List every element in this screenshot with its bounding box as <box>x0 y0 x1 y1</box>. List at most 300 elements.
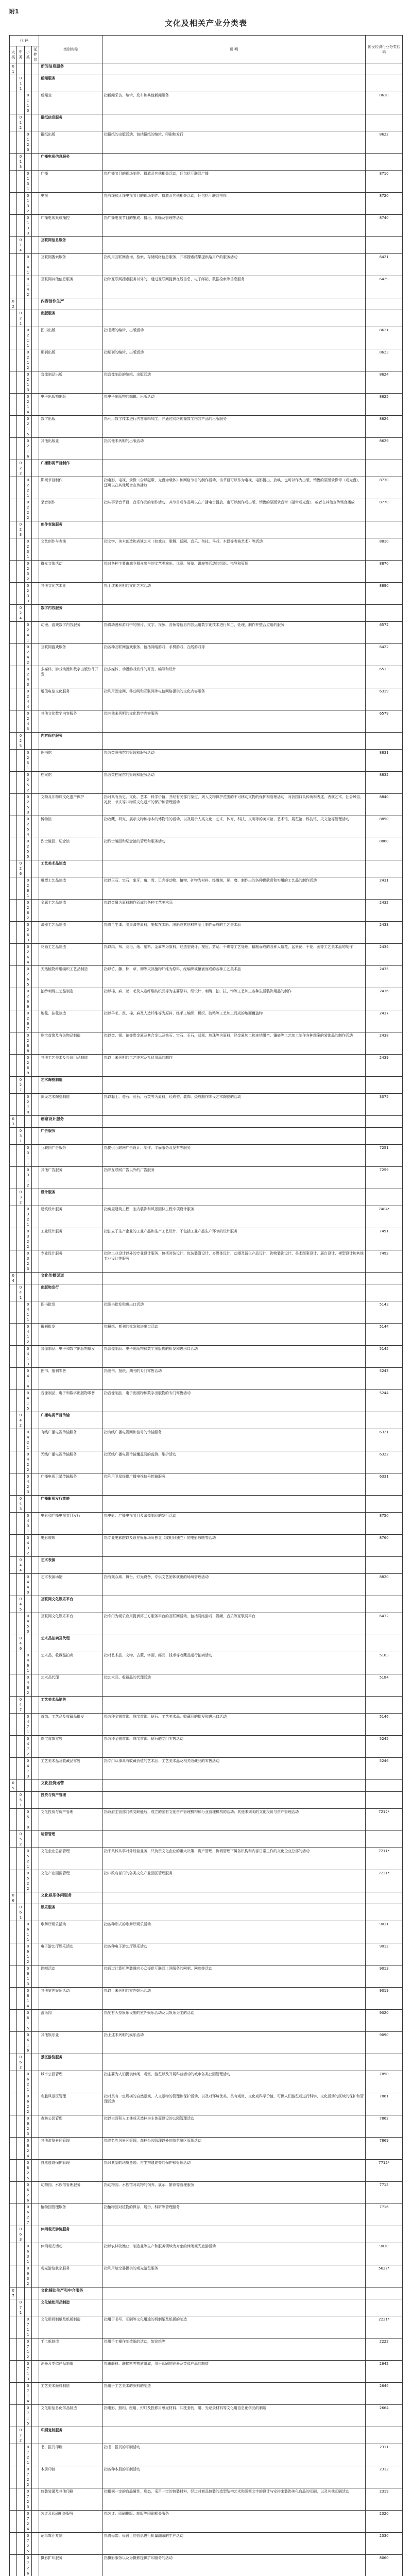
table-row <box>10 2511 403 2533</box>
minor-code-cell: 0214 <box>24 394 31 416</box>
table-row <box>10 733 403 750</box>
medium-code-cell <box>17 622 24 644</box>
industry-code-cell <box>366 1077 403 1094</box>
major-code-cell: 07 <box>10 2287 17 2299</box>
category-name-cell: 有线广播电视传输服务 <box>39 1429 102 1451</box>
category-name-cell: 出版服务 <box>39 310 102 327</box>
industry-code-cell <box>366 521 403 538</box>
minor-code-cell <box>24 1780 31 1792</box>
category-name-cell: 休闲观光游览服务 <box>39 2226 102 2243</box>
sub-code-cell <box>31 114 39 131</box>
medium-code-cell <box>17 2383 24 2405</box>
sub-code-cell <box>31 1892 39 1904</box>
description-cell: 指图书、报纸、期刊的专门零售活动 <box>102 1368 366 1390</box>
table-row <box>10 75 403 92</box>
medium-code-cell <box>17 1780 24 1792</box>
description-cell: 指广播节目的现场制作、播放及其他相关活动，还包括互联网广播 <box>102 171 366 193</box>
sub-code-cell <box>31 1613 39 1635</box>
industry-code-cell: 7211* <box>366 1848 403 1870</box>
category-name-cell: 首饰、工艺品及收藏品批发 <box>39 1714 102 1736</box>
description-cell: 指专门为娱乐应用提供第三方服务平台的互联网活动，包括网络游戏、视频、音乐等互联网平台 <box>102 1613 366 1635</box>
industry-code-cell: 8740 <box>366 215 403 237</box>
table-row <box>10 1473 403 1496</box>
sub-code-cell <box>31 521 39 538</box>
industry-code-cell <box>366 1892 403 1904</box>
major-code-cell <box>10 1324 17 1346</box>
industry-code-cell <box>366 310 403 327</box>
industry-code-cell: 5145 <box>366 1346 403 1368</box>
category-name-cell: 互联网文化娱乐平台 <box>39 1613 102 1635</box>
sub-code-cell <box>31 1943 39 1965</box>
category-name-cell: 金属工艺品制造 <box>39 900 102 922</box>
category-name-cell: 出版物发行 <box>39 1284 102 1301</box>
medium-code-cell: 063 <box>17 2226 24 2243</box>
major-code-cell <box>10 154 17 171</box>
minor-code-cell <box>24 1892 31 1904</box>
industry-code-cell: 9019 <box>366 1988 403 2010</box>
minor-code-cell: 0616 <box>24 2032 31 2054</box>
industry-code-cell <box>366 1904 403 1921</box>
table-row <box>10 1635 403 1652</box>
category-name-cell: 期刊出版 <box>39 349 102 371</box>
table-row <box>10 1792 403 1809</box>
medium-code-cell <box>17 1652 24 1674</box>
table-row <box>10 1284 403 1301</box>
minor-code-cell: 0726 <box>24 2555 31 2576</box>
description-cell <box>102 1116 366 1128</box>
major-code-cell <box>10 1429 17 1451</box>
major-code-cell <box>10 1094 17 1116</box>
major-code-cell <box>10 816 17 838</box>
medium-code-cell: 062 <box>17 2054 24 2071</box>
category-name-cell: 图书批发 <box>39 1301 102 1324</box>
category-name-cell: 创作表演服务 <box>39 521 102 538</box>
medium-code-cell <box>17 838 24 860</box>
sub-code-cell <box>31 1496 39 1513</box>
minor-code-cell: 0411 <box>24 1301 31 1324</box>
major-code-cell <box>10 733 17 750</box>
major-code-cell <box>10 900 17 922</box>
description-cell <box>102 2427 366 2444</box>
table-row <box>10 1535 403 1557</box>
sub-code-cell <box>31 75 39 92</box>
sub-code-cell <box>31 1145 39 1167</box>
industry-code-cell: 5246 <box>366 1758 403 1780</box>
sub-code-cell <box>31 860 39 877</box>
table-row <box>10 1496 403 1513</box>
description-cell: 指文学、美术创造和表演艺术（如戏曲、歌舞、话剧、音乐、杂技、马戏、木偶等表演艺术）等活动 <box>102 538 366 561</box>
sub-code-cell <box>31 1390 39 1412</box>
major-code-cell: 04 <box>10 1273 17 1284</box>
table-row <box>10 1368 403 1390</box>
minor-code-cell: 0142 <box>24 276 31 298</box>
major-code-cell <box>10 1206 17 1228</box>
category-name-cell: 烈士陵园、纪念馆 <box>39 838 102 860</box>
medium-code-cell <box>17 2138 24 2160</box>
minor-code-cell: 0440 <box>24 1574 31 1596</box>
table-row <box>10 1206 403 1228</box>
sub-code-cell <box>31 772 39 794</box>
minor-code-cell: 0252 <box>24 772 31 794</box>
industry-code-cell: 5244 <box>366 1390 403 1412</box>
minor-code-cell: 0110 <box>24 92 31 114</box>
description-cell: 指书籍的编辑、出版活动 <box>102 327 366 349</box>
medium-code-cell <box>17 416 24 438</box>
description-cell: 指用于书写、印刷等文化用途的机制纸及纸板的制造 <box>102 2316 366 2338</box>
description-cell <box>102 2226 366 2243</box>
major-code-cell <box>10 310 17 327</box>
description-cell: 指以竹、藤、棕、草、柳等天然植物纤维为原料，经编织或镶嵌而成的各种工艺美术品 <box>102 966 366 988</box>
industry-code-cell: 7712* <box>366 2160 403 2182</box>
medium-code-cell: 061 <box>17 1904 24 1921</box>
industry-code-cell: 6579 <box>366 710 403 733</box>
sub-code-cell <box>31 1094 39 1116</box>
major-code-cell <box>10 2361 17 2383</box>
sub-code-cell <box>31 2338 39 2361</box>
industry-code-cell: 8626 <box>366 416 403 438</box>
sub-code-cell <box>31 477 39 499</box>
medium-code-cell <box>17 538 24 561</box>
table-row <box>10 521 403 538</box>
minor-code-cell: 0722 <box>24 2466 31 2488</box>
minor-code-cell: 0422 <box>24 1451 31 1473</box>
table-row <box>10 1596 403 1613</box>
category-name-cell: 广播电视卫星传输服务 <box>39 1473 102 1496</box>
minor-code-cell: 0243 <box>24 666 31 688</box>
description-cell: 指有线广播电视网和信号的传输服务 <box>102 1429 366 1451</box>
description-cell <box>102 605 366 622</box>
sub-code-cell <box>31 2204 39 2226</box>
minor-code-cell <box>24 2287 31 2299</box>
table-row <box>10 1674 403 1697</box>
sub-code-cell <box>31 1429 39 1451</box>
industry-code-cell <box>366 154 403 171</box>
category-name-cell: 文艺创作与表演 <box>39 538 102 561</box>
medium-code-cell: 012 <box>17 114 24 131</box>
medium-code-cell <box>17 1032 24 1055</box>
sub-code-cell <box>31 63 39 75</box>
industry-code-cell: 8760 <box>366 1535 403 1557</box>
category-name-cell: 多媒体、游戏动漫和数字出版软件开发 <box>39 666 102 688</box>
minor-code-cell: 0461 <box>24 1652 31 1674</box>
industry-code-cell <box>366 237 403 254</box>
table-row <box>10 944 403 966</box>
medium-code-cell <box>17 1674 24 1697</box>
minor-code-cell <box>24 1116 31 1128</box>
minor-code-cell: 0254 <box>24 816 31 838</box>
major-code-cell <box>10 2488 17 2511</box>
minor-code-cell: 0244 <box>24 688 31 710</box>
table-row <box>10 1301 403 1324</box>
description-cell: 指各种金银首饰、珠宝首饰、钻石、工艺美术品、收藏品的批发和进出口活动 <box>102 1714 366 1736</box>
classification-table <box>9 35 403 2576</box>
description-cell <box>102 154 366 171</box>
medium-code-cell <box>17 561 24 583</box>
major-code-cell <box>10 171 17 193</box>
description-cell <box>102 75 366 92</box>
medium-code-cell <box>17 688 24 710</box>
table-row <box>10 2287 403 2299</box>
industry-code-cell: 6513 <box>366 666 403 688</box>
category-name-cell: 新闻业 <box>39 92 102 114</box>
minor-code-cell: 0268 <box>24 1032 31 1055</box>
sub-code-cell <box>31 1574 39 1596</box>
sub-code-cell <box>31 538 39 561</box>
description-cell: 指通过计算机等装置向公众提供互联网上网服务的网吧、网咖等活动 <box>102 1965 366 1988</box>
sub-code-cell <box>31 1736 39 1758</box>
category-name-cell: 互联网其他信息服务 <box>39 276 102 298</box>
medium-code-cell <box>17 816 24 838</box>
major-code-cell <box>10 371 17 394</box>
description-cell: 指利用数字技术进行内容编辑加工，并通过网络传播数字内容产品的出版服务 <box>102 416 366 438</box>
industry-code-header: 国民经济行业分类代码 <box>366 36 403 63</box>
minor-header: 小类 <box>24 46 31 63</box>
industry-code-cell <box>366 1635 403 1652</box>
table-row <box>10 92 403 114</box>
medium-code-cell: 014 <box>17 237 24 254</box>
major-code-cell <box>10 2182 17 2204</box>
category-name-cell: 游乐园 <box>39 2010 102 2032</box>
sub-code-cell <box>31 2555 39 2576</box>
table-row <box>10 1921 403 1943</box>
industry-code-cell: 8060 <box>366 2555 403 2576</box>
major-code-cell <box>10 349 17 371</box>
industry-code-cell: 5184 <box>366 1674 403 1697</box>
category-name-cell: 名胜风景区管理 <box>39 2093 102 2115</box>
major-code-cell <box>10 1451 17 1473</box>
sub-code-cell <box>31 2243 39 2265</box>
table-row <box>10 2010 403 2032</box>
sub-code-cell <box>31 2383 39 2405</box>
description-cell: 指各种互联网游戏服务，包括网络游戏、手机游戏、在线游戏等 <box>102 644 366 666</box>
medium-code-cell <box>17 1451 24 1473</box>
medium-code-cell <box>17 877 24 900</box>
sub-code-cell <box>31 254 39 276</box>
minor-code-cell: 0423 <box>24 1473 31 1496</box>
minor-code-cell: 0625 <box>24 2160 31 2182</box>
category-name-cell: 博物馆 <box>39 816 102 838</box>
major-code-cell <box>10 1535 17 1557</box>
industry-code-cell: 2439 <box>366 1055 403 1077</box>
table-row <box>10 394 403 416</box>
description-cell: 指动物园、水族馆对动物的饲养、展示、繁育等管理服务 <box>102 2182 366 2204</box>
minor-code-cell <box>24 154 31 171</box>
sub-code-cell <box>31 1792 39 1809</box>
medium-code-cell: 051 <box>17 1792 24 1809</box>
minor-code-cell: 0132 <box>24 193 31 215</box>
major-code-cell <box>10 772 17 794</box>
category-name-cell: 音像制品出版 <box>39 371 102 394</box>
table-row <box>10 1904 403 1921</box>
industry-code-cell: 8860 <box>366 838 403 860</box>
major-code-cell <box>10 92 17 114</box>
medium-code-cell <box>17 499 24 521</box>
industry-code-cell: 9011 <box>366 1921 403 1943</box>
industry-code-cell <box>366 605 403 622</box>
category-name-cell: 设计服务 <box>39 1189 102 1206</box>
minor-code-cell: 0213 <box>24 371 31 394</box>
industry-code-cell: 8622 <box>366 131 403 154</box>
minor-code-cell: 0712 <box>24 2338 31 2361</box>
minor-code-cell <box>24 1697 31 1714</box>
description-cell: 指房屋建筑工程、室内装饰和风景园林工程专项设计服务 <box>102 1206 366 1228</box>
industry-code-cell: 2222 <box>366 2338 403 2361</box>
sub-code-cell <box>31 2115 39 2138</box>
industry-code-cell: 5183 <box>366 1652 403 1674</box>
sub-code-cell <box>31 1513 39 1535</box>
major-code-cell <box>10 2226 17 2243</box>
major-code-cell <box>10 237 17 254</box>
category-name-cell: 专业设计服务 <box>39 1250 102 1273</box>
major-code-cell <box>10 561 17 583</box>
sub-code-cell <box>31 2299 39 2316</box>
sub-code-cell <box>31 605 39 622</box>
major-code-cell <box>10 2265 17 2287</box>
medium-code-cell <box>17 1167 24 1189</box>
description-cell: 指以金、银、铂等贵金属及其合金以及钻石、宝石、玉石、翡翠、珍珠等为原料，经金属加工和连结组合、镶嵌等工艺加工制作各种图案的装饰品的制作活动 <box>102 1032 366 1055</box>
minor-code-cell: 0212 <box>24 349 31 371</box>
industry-code-cell <box>366 1412 403 1429</box>
table-row <box>10 1943 403 1965</box>
major-code-cell <box>10 2010 17 2032</box>
category-name-cell: 休闲观光活动 <box>39 2243 102 2265</box>
table-row <box>10 1228 403 1250</box>
major-code-cell <box>10 1189 17 1206</box>
table-row <box>10 1697 403 1714</box>
table-row <box>10 794 403 816</box>
category-name-cell: 文化用机制纸及纸板制造 <box>39 2316 102 2338</box>
medium-code-cell <box>17 1758 24 1780</box>
sub-code-cell <box>31 1870 39 1892</box>
table-row <box>10 1736 403 1758</box>
major-code-cell <box>10 1870 17 1892</box>
table-row <box>10 666 403 688</box>
major-code-cell <box>10 1513 17 1535</box>
minor-code-cell <box>24 521 31 538</box>
table-row <box>10 310 403 327</box>
major-code-cell <box>10 1613 17 1635</box>
industry-code-cell: 2438 <box>366 1032 403 1055</box>
table-row <box>10 2405 403 2427</box>
medium-code-cell: 041 <box>17 1284 24 1301</box>
minor-code-cell: 0421 <box>24 1429 31 1451</box>
description-cell: 指报纸的出版活动，包括报纸的编辑、印刷和发行 <box>102 131 366 154</box>
table-row <box>10 2032 403 2054</box>
industry-code-cell: 6321 <box>366 1429 403 1451</box>
table-row <box>10 254 403 276</box>
table-row <box>10 1965 403 1988</box>
table-row <box>10 2488 403 2511</box>
description-cell: 指书、报刊的印刷活动 <box>102 2444 366 2466</box>
category-name-cell: 互联网搜索服务 <box>39 254 102 276</box>
industry-code-cell: 2311 <box>366 2444 403 2466</box>
minor-code-cell: 0724 <box>24 2511 31 2533</box>
medium-code-cell <box>17 131 24 154</box>
industry-code-cell: 6319 <box>366 688 403 710</box>
attachment-label: 附1 <box>9 8 19 15</box>
industry-code-cell: 2433 <box>366 922 403 944</box>
major-code-cell <box>10 622 17 644</box>
sub-code-cell <box>31 237 39 254</box>
sub-code-cell <box>31 1284 39 1301</box>
minor-code-cell: 0270 <box>24 1094 31 1116</box>
category-name-cell: 广告服务 <box>39 1128 102 1145</box>
medium-code-cell: 013 <box>17 154 24 171</box>
sub-code-cell <box>31 1128 39 1145</box>
table-row <box>10 988 403 1010</box>
sub-code-cell <box>31 327 39 349</box>
description-cell <box>102 1697 366 1714</box>
sub-header: 延伸层 <box>31 46 39 63</box>
table-row <box>10 838 403 860</box>
category-name-cell: 其他工艺美术及礼仪用品制造 <box>39 1055 102 1077</box>
category-name-cell: 本册印制 <box>39 2466 102 2488</box>
industry-code-cell: 2312 <box>366 2466 403 2488</box>
sub-code-cell <box>31 1077 39 1094</box>
category-name-cell: 景区游览服务 <box>39 2054 102 2071</box>
industry-code-cell: 2434 <box>366 944 403 966</box>
medium-code-cell <box>17 750 24 772</box>
table-row <box>10 1055 403 1077</box>
minor-code-cell <box>24 733 31 750</box>
major-code-cell <box>10 438 17 460</box>
description-cell: 指无线广播电视传输覆盖网的监测、维护活动 <box>102 1451 366 1473</box>
sub-code-cell <box>31 2361 39 2383</box>
category-name-cell: 文化投资与资产管理 <box>39 1809 102 1831</box>
description-cell: 指从事录音节目、音乐作品的制作活动，其节目或作品可以在广播电台播放，也可以制作成出版、销售的原版录音带（磁带或光盘），或者在其他宣传场合播放 <box>102 499 366 521</box>
major-code-cell <box>10 1284 17 1301</box>
sub-code-cell <box>31 1557 39 1574</box>
minor-code-cell: 0322 <box>24 1228 31 1250</box>
table-row <box>10 2226 403 2243</box>
category-name-cell: 影视节目制作 <box>39 477 102 499</box>
sub-code-cell <box>31 622 39 644</box>
industry-code-cell: 8624 <box>366 371 403 394</box>
sub-code-cell <box>31 922 39 944</box>
table-row <box>10 561 403 583</box>
category-name-cell: 文化企业总部管理 <box>39 1848 102 1870</box>
industry-code-cell <box>366 1596 403 1613</box>
major-code-cell <box>10 1077 17 1094</box>
medium-code-cell <box>17 1273 24 1284</box>
sub-code-cell <box>31 298 39 310</box>
industry-code-cell <box>366 1697 403 1714</box>
minor-code-cell: 0414 <box>24 1368 31 1390</box>
major-code-cell <box>10 327 17 349</box>
table-row <box>10 215 403 237</box>
category-name-cell: 摄影扩印服务 <box>39 2555 102 2576</box>
table-row <box>10 1010 403 1032</box>
description-cell: 指用手工操作制造纸的活动，如宣纸等 <box>102 2338 366 2361</box>
industry-code-cell: 8710 <box>366 171 403 193</box>
major-code-cell <box>10 944 17 966</box>
major-code-cell <box>10 460 17 477</box>
table-row <box>10 2533 403 2555</box>
table-row <box>10 860 403 877</box>
major-code-cell <box>10 1736 17 1758</box>
major-code-cell <box>10 2160 17 2182</box>
industry-code-cell: 8629 <box>366 438 403 460</box>
sub-code-cell <box>31 1535 39 1557</box>
table-row <box>10 1613 403 1635</box>
table-row <box>10 900 403 922</box>
major-code-cell <box>10 1301 17 1324</box>
medium-code-cell <box>17 2287 24 2299</box>
sub-code-cell <box>31 310 39 327</box>
minor-code-cell <box>24 1412 31 1429</box>
table-row <box>10 2427 403 2444</box>
sub-code-cell <box>31 2427 39 2444</box>
